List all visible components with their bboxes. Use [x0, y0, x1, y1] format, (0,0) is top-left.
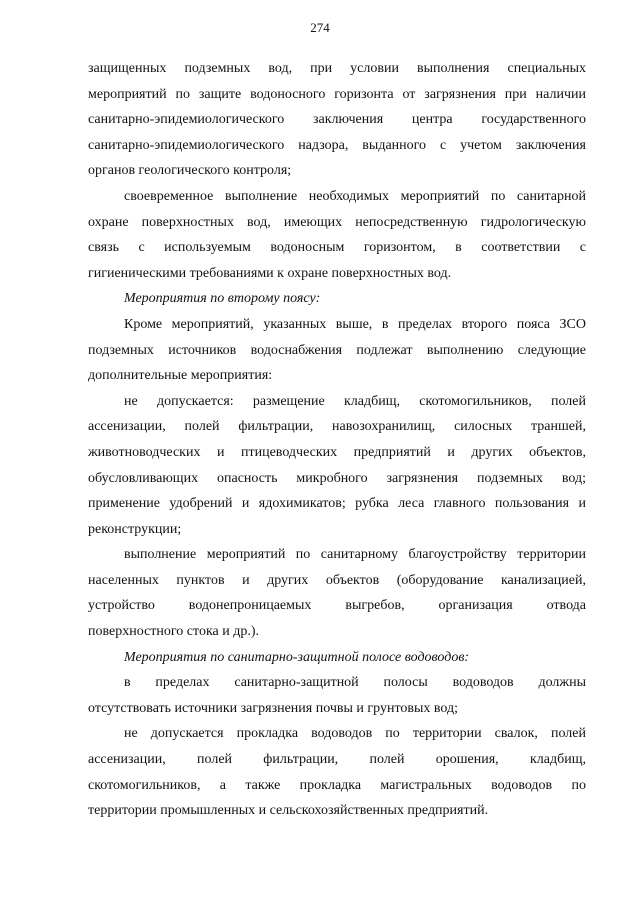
text-line: устройство водонепроницаемых выгребов, организация отвода — [88, 598, 586, 614]
text-line: санитарно-эпидемиологического надзора, выданного с учетом заключения — [88, 137, 586, 153]
paragraph-pipeline-routing-prohibitions — [88, 721, 586, 823]
text-line: реконструкции; — [88, 521, 182, 537]
text-line: скотомогильников, а также прокладка магистральных водоводов по — [88, 777, 586, 793]
text-line: гигиеническими требованиями к охране поверхностных вод. — [88, 265, 452, 281]
text-line: не допускается: размещение кладбищ, скотомогильников, полей — [124, 393, 586, 409]
text-line: связь с используемым водоносным горизонтом, в соответствии с — [88, 240, 586, 256]
text-line: животноводческих и птицеводческих предприятий и других объектов, — [88, 444, 586, 460]
paragraph-surface-water-protection — [88, 184, 586, 286]
text-line: ассенизации, полей фильтрации, навозохранилищ, силосных траншей, — [88, 419, 586, 435]
text-line: территории промышленных и сельскохозяйственных предприятий. — [88, 803, 489, 819]
text-line: своевременное выполнение необходимых мероприятий по санитарной — [124, 188, 586, 204]
page-body — [88, 56, 586, 824]
text-line: в пределах санитарно-защитной полосы водоводов должны — [124, 675, 586, 691]
text-line: применение удобрений и ядохимикатов; рубка леса главного пользования и — [88, 496, 586, 512]
text-line: поверхностного стока и др.). — [88, 624, 260, 640]
text-line: органов геологического контроля; — [88, 163, 292, 179]
page-number: 274 — [310, 20, 330, 35]
text-line: дополнительные мероприятия: — [88, 368, 273, 384]
text-line: санитарно-эпидемиологического заключения центра государственного — [88, 112, 586, 128]
text-line: выполнение мероприятий по санитарному благоустройству территории — [124, 547, 586, 563]
text-line: охране поверхностных вод, имеющих непосредственную гидрологическую — [88, 214, 586, 230]
paragraph-second-belt-intro — [88, 312, 586, 389]
text-line: отсутствовать источники загрязнения почвы и грунтовых вод; — [88, 700, 459, 716]
text-line: ассенизации, полей фильтрации, полей орошения, кладбищ, — [88, 752, 586, 768]
paragraph-prohibited-placements — [88, 389, 586, 543]
text-line: не допускается прокладка водоводов по территории свалок, полей — [124, 726, 586, 742]
paragraph-groundwater-protection-conditions — [88, 56, 586, 184]
text-line: Мероприятия по санитарно-защитной полосе водоводов: — [124, 649, 470, 665]
text-line: мероприятий по защите водоносного горизонта от загрязнения при наличии — [88, 86, 586, 102]
text-line: Кроме мероприятий, указанных выше, в пределах второго пояса ЗСО — [124, 316, 586, 332]
text-line: населенных пунктов и других объектов (оборудование канализацией, — [88, 572, 586, 588]
text-line: защищенных подземных вод, при условии выполнения специальных — [88, 61, 586, 76]
paragraph-pipeline-strip-sources — [88, 670, 586, 721]
text-line: Мероприятия по второму поясу: — [124, 291, 321, 307]
subheading-second-belt — [88, 286, 586, 312]
paragraph-sanitary-improvement — [88, 542, 586, 644]
subheading-pipeline-strip — [88, 645, 586, 671]
text-line: подземных источников водоснабжения подлежат выполнению следующие — [88, 342, 586, 358]
text-line: обусловливающих опасность микробного загрязнения подземных вод; — [88, 470, 586, 486]
